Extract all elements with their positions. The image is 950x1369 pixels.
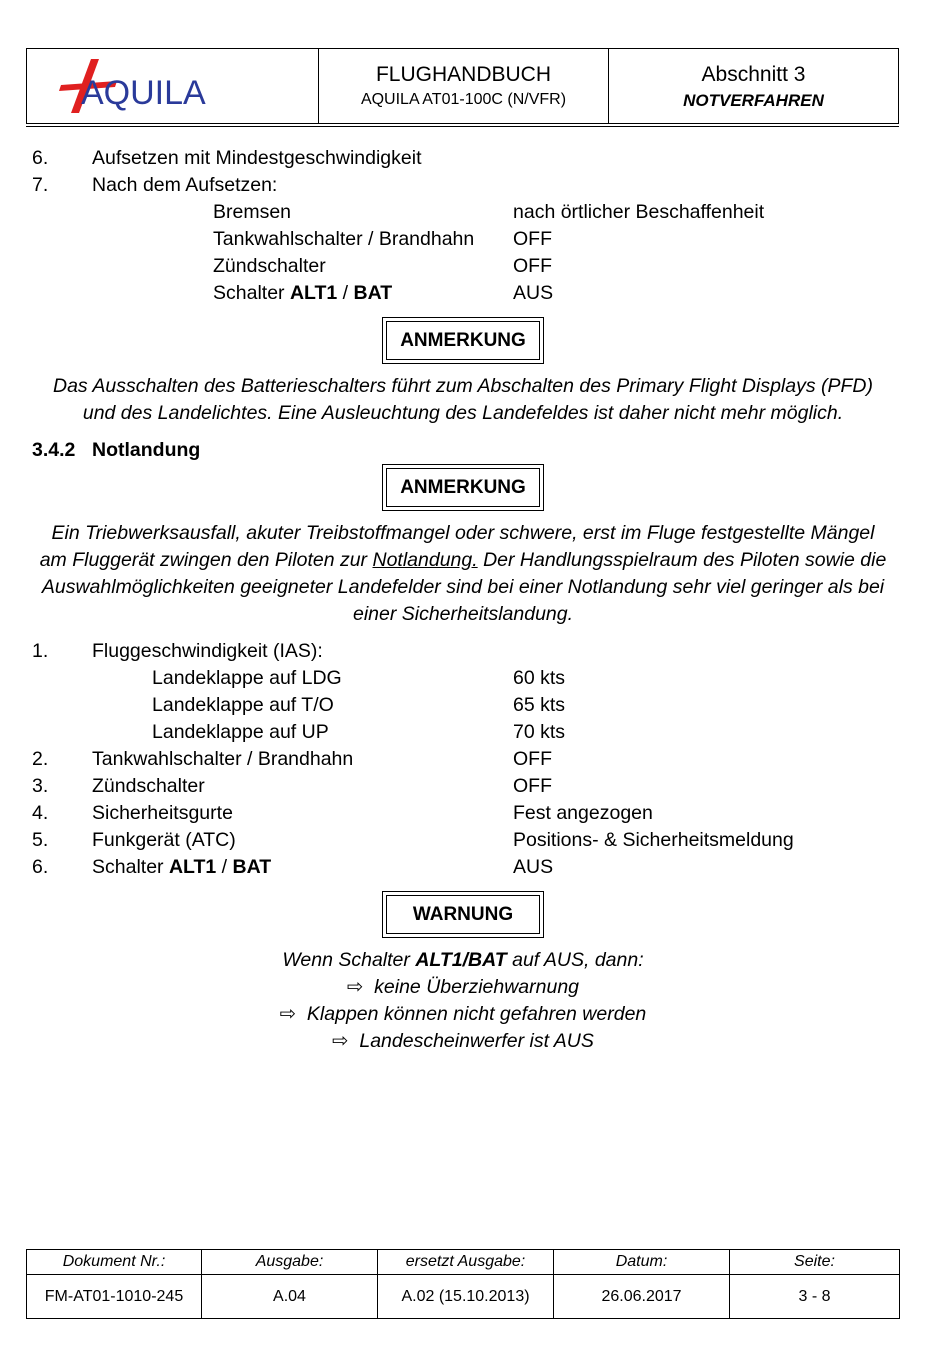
warning-item-text: Landescheinwerfer ist AUS xyxy=(359,1030,594,1052)
footer-value-cell: 26.06.2017 xyxy=(554,1275,730,1319)
step-label: Funkgerät (ATC) xyxy=(92,829,236,851)
note-line: Auswahlmöglichkeiten geeigneter Landefelder sind bei einer Notlandung sehr viel geringer als bei xyxy=(41,576,885,598)
note-box xyxy=(382,464,544,511)
step-value: Fest angezogen xyxy=(513,802,653,824)
label-text: Schalter xyxy=(92,856,169,878)
checklist-item-value: nach örtlicher Beschaffenheit xyxy=(513,201,765,223)
note-text-part: Der Handlungsspielraum des Piloten sowie die xyxy=(477,549,887,571)
warning-text-part: auf AUS, dann: xyxy=(506,949,644,971)
arrow-right-icon: ⇨ xyxy=(332,1030,349,1052)
title-cell xyxy=(319,49,609,123)
step-number: 5. xyxy=(32,829,49,851)
speed-label: Landeklappe auf LDG xyxy=(152,667,342,689)
switch-alt1: ALT1 xyxy=(289,282,338,304)
note-line: einer Sicherheitslandung. xyxy=(352,603,574,625)
checklist-item-label: Tankwahlschalter / Brandhahn xyxy=(213,228,475,250)
footer-value-cell: A.04 xyxy=(202,1275,378,1319)
warning-text-part: Wenn Schalter xyxy=(282,949,416,971)
manual-subtitle: AQUILA AT01-100C (N/VFR) xyxy=(360,91,567,108)
step-number: 4. xyxy=(32,802,49,824)
speed-value: 65 kts xyxy=(513,694,566,716)
speed-value: 70 kts xyxy=(513,721,566,743)
footer-header-cell: Seite: xyxy=(730,1250,900,1275)
step-label: Tankwahlschalter / Brandhahn xyxy=(92,748,354,770)
note-text-part: am Fluggerät zwingen den Piloten zur xyxy=(39,549,373,571)
note-line: Ein Triebwerksausfall, akuter Treibstoffmangel oder schwere, erst im Fluge festgestellte Mängel xyxy=(51,522,875,544)
step-number: 3. xyxy=(32,775,49,797)
switch-bat: BAT xyxy=(232,856,272,878)
step-value: AUS xyxy=(513,856,554,878)
footer-value-row xyxy=(27,1275,900,1319)
checklist-item-value: OFF xyxy=(513,255,552,277)
section-cell xyxy=(609,49,898,123)
step-number: 2. xyxy=(32,748,49,770)
note-text xyxy=(0,520,926,628)
warning-item-text: Klappen können nicht gefahren werden xyxy=(306,1003,647,1025)
warning-intro xyxy=(0,947,926,974)
checklist-item-value: OFF xyxy=(513,228,552,250)
step-label: Zündschalter xyxy=(92,775,205,797)
aquila-logo xyxy=(57,55,237,119)
document-footer xyxy=(26,1249,900,1319)
note-box xyxy=(382,317,544,364)
speed-label: Landeklappe auf T/O xyxy=(152,694,334,716)
section-heading: Notlandung xyxy=(92,439,201,461)
label-separator: / xyxy=(337,282,354,304)
manual-title: FLUGHANDBUCH xyxy=(375,63,551,86)
footer-header-cell: ersetzt Ausgabe: xyxy=(378,1250,554,1275)
step-number: 1. xyxy=(32,640,49,662)
warning-item xyxy=(0,1028,926,1055)
warning-box xyxy=(382,891,544,938)
logo-text: AQUILA xyxy=(81,74,206,112)
note-line: und des Landelichtes. Eine Ausleuchtung des Landefeldes ist daher nicht mehr möglich. xyxy=(82,402,844,424)
warning-item-text: keine Überziehwarnung xyxy=(374,976,580,998)
note-underlined-term: Notlandung. xyxy=(372,549,478,571)
checklist-item-label xyxy=(213,281,392,305)
step-number: 6. xyxy=(32,147,49,169)
step-label: Sicherheitsgurte xyxy=(92,802,233,824)
switch-alt1-bat: ALT1/BAT xyxy=(415,949,507,971)
checklist-item-label: Zündschalter xyxy=(213,255,326,277)
note-line xyxy=(0,547,926,574)
step-number: 7. xyxy=(32,174,49,196)
arrow-right-icon: ⇨ xyxy=(346,976,364,998)
logo-cell xyxy=(27,49,319,123)
step-label: Aufsetzen mit Mindestgeschwindigkeit xyxy=(92,147,422,169)
footer-value-cell: 3 - 8 xyxy=(730,1275,900,1319)
step-label: Nach dem Aufsetzen: xyxy=(92,174,278,196)
section-number: Abschnitt 3 xyxy=(701,63,806,86)
step-value: OFF xyxy=(513,748,552,770)
step-label xyxy=(92,855,271,879)
footer-value-cell: FM-AT01-1010-245 xyxy=(27,1275,202,1319)
label-separator: / xyxy=(216,856,233,878)
warning-item xyxy=(0,1001,926,1028)
note-text xyxy=(0,373,926,427)
note-heading: ANMERKUNG xyxy=(386,468,540,507)
footer-header-cell: Dokument Nr.: xyxy=(27,1250,202,1275)
step-label: Fluggeschwindigkeit (IAS): xyxy=(92,640,323,662)
step-value: OFF xyxy=(513,775,552,797)
switch-alt1: ALT1 xyxy=(168,856,217,878)
footer-header-cell: Datum: xyxy=(554,1250,730,1275)
footer-header-cell: Ausgabe: xyxy=(202,1250,378,1275)
warning-text xyxy=(0,947,926,1055)
label-text: Schalter xyxy=(213,282,290,304)
warning-item xyxy=(0,974,926,1001)
note-heading: ANMERKUNG xyxy=(386,321,540,360)
checklist-item-value: AUS xyxy=(513,282,554,304)
checklist-item-label: Bremsen xyxy=(213,201,292,223)
footer-value-cell: A.02 (15.10.2013) xyxy=(378,1275,554,1319)
header-double-rule xyxy=(26,126,899,127)
note-line: Das Ausschalten des Batterieschalters führt zum Abschalten des Primary Flight Displays (PFD) xyxy=(52,375,874,397)
warning-heading: WARNUNG xyxy=(386,895,540,934)
document-header xyxy=(26,48,899,124)
switch-bat: BAT xyxy=(353,282,393,304)
arrow-right-icon: ⇨ xyxy=(279,1003,297,1025)
speed-value: 60 kts xyxy=(513,667,566,689)
section-number: 3.4.2 xyxy=(32,439,76,461)
speed-label: Landeklappe auf UP xyxy=(152,721,329,743)
step-number: 6. xyxy=(32,856,49,878)
footer-header-row xyxy=(27,1250,900,1275)
step-value: Positions- & Sicherheitsmeldung xyxy=(513,829,794,851)
section-title: NOTVERFAHREN xyxy=(683,91,824,110)
